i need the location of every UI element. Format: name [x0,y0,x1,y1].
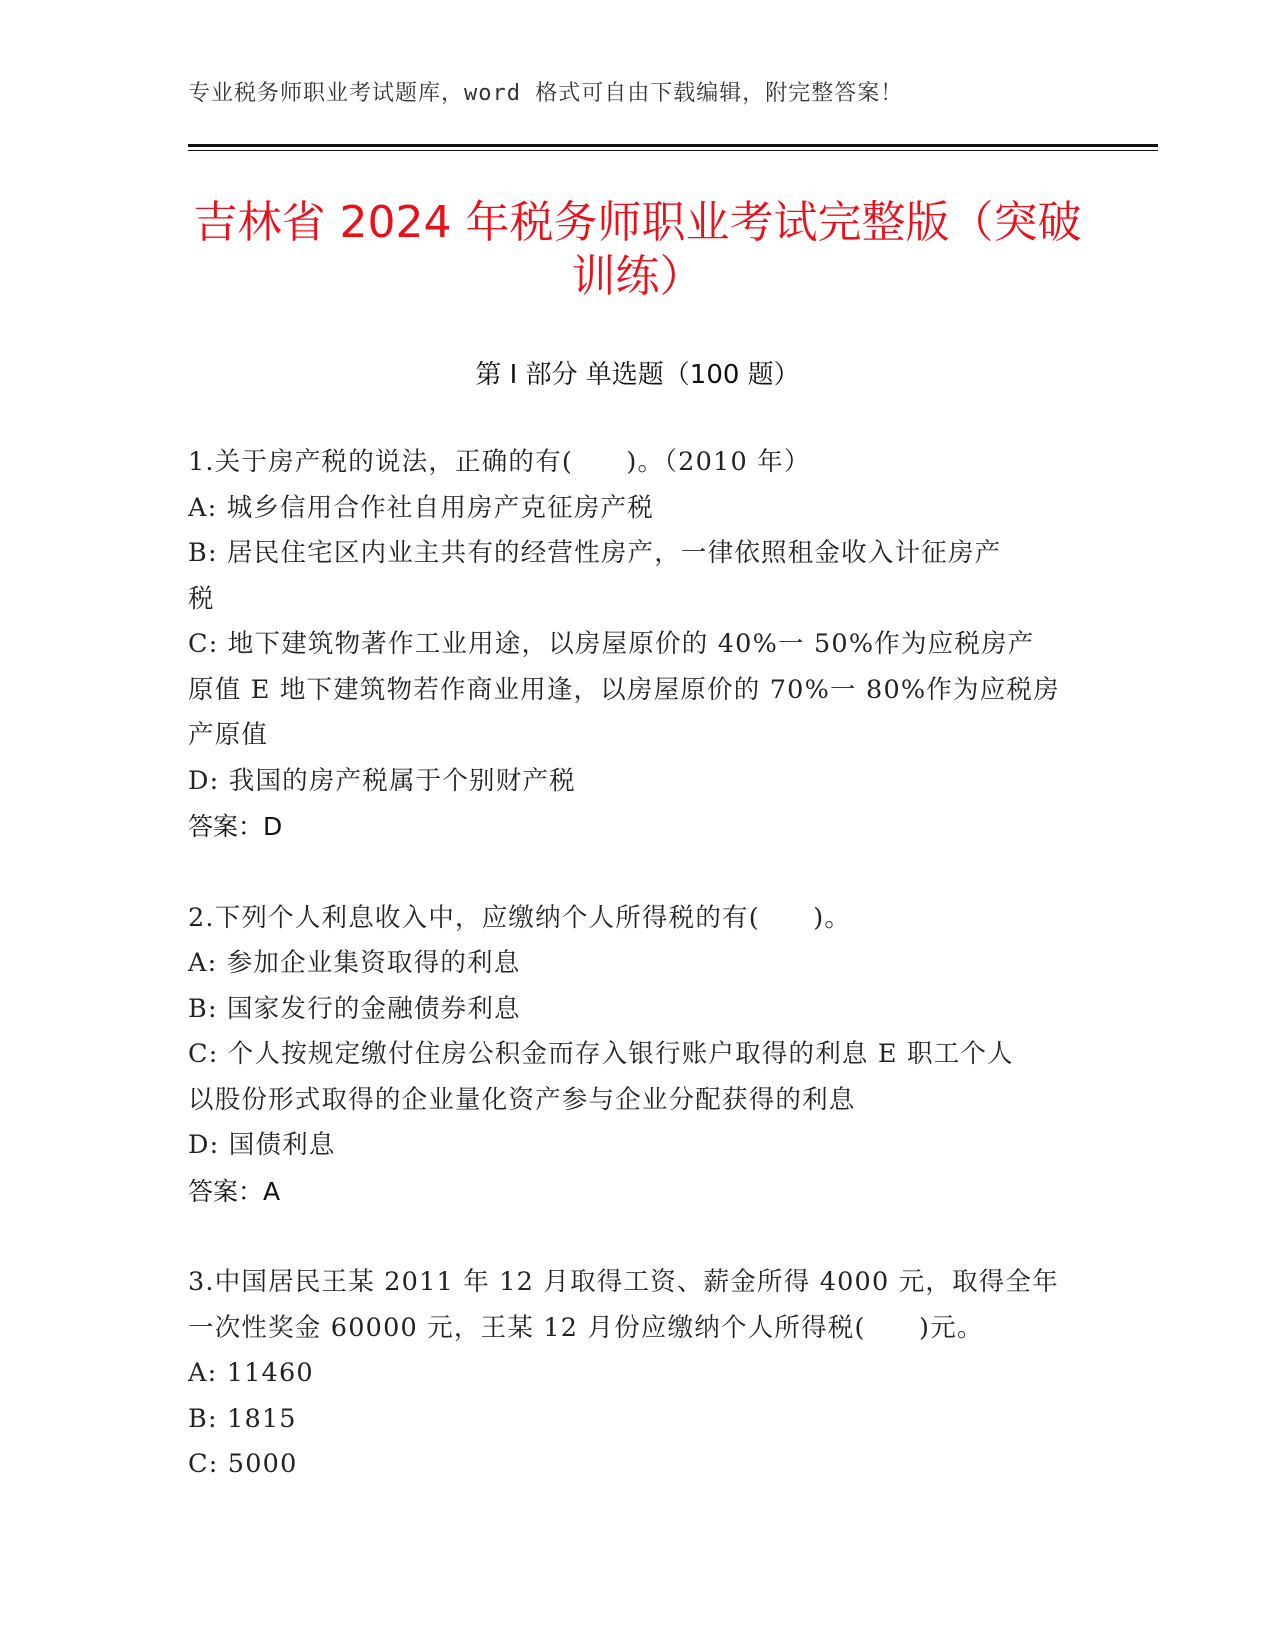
question-1 [188,440,1078,850]
question-3 [188,1260,1078,1488]
question-2-option-c: C: 个人按规定缴付住房公积金而存入银行账户取得的利息 E 职工个人 [188,1039,1014,1069]
question-1-option-b-cont: 税 [188,583,215,614]
header-rule-thick [188,144,1158,147]
question-3-option-b: B: 1815 [188,1403,297,1434]
question-3-stem-cont: 一次性奖金 60000 元，王某 12 月份应缴纳个人所得税( )元。 [188,1312,984,1343]
question-1-option-b: B: 居民住宅区内业主共有的经营性房产，一律依照租金收入计征房产 [188,538,1002,568]
question-1-stem: 1.关于房产税的说法，正确的有( )。（2010 年） [188,447,811,477]
question-2-answer: 答案：A [188,1176,281,1206]
header-note: 专业税务师职业考试题库，word 格式可自由下载编辑，附完整答案！ [188,81,904,106]
question-2-option-d: D: 国债利息 [188,1130,336,1160]
document-title [150,196,1125,304]
question-2-option-a: A: 参加企业集资取得的利息 [188,948,521,978]
question-list [188,440,1078,1534]
question-1-option-d: D: 我国的房产税属于个别财产税 [188,765,576,796]
question-1-option-c-cont: 产原值 [188,720,269,750]
question-1-option-c-cont: 原值 E 地下建筑物若作商业用逢，以房屋原价的 70%一 80%作为应税房 [188,674,1060,705]
section-heading: 第 I 部分 单选题（100 题） [475,360,800,390]
question-2 [188,896,1078,1215]
question-1-answer: 答案：D [188,812,283,841]
question-2-option-c-cont: 以股份形式取得的企业量化资产参与企业分配获得的利息 [188,1084,856,1115]
document-title-line-2: 训练） [571,251,704,302]
question-2-stem: 2.下列个人利息收入中，应缴纳个人所得税的有( )。 [188,902,852,933]
question-1-option-a: A: 城乡信用合作社自用房产克征房产税 [188,492,654,523]
header-rule-thin [188,150,1158,151]
question-2-option-b: B: 国家发行的金融债券利息 [188,993,521,1024]
question-1-option-c: C: 地下建筑物著作工业用途，以房屋原价的 40%一 50%作为应税房产 [188,629,1035,659]
question-3-option-a: A: 11460 [188,1358,314,1388]
question-3-stem: 3.中国居民王某 2011 年 12 月取得工资、薪金所得 4000 元，取得全年 [188,1267,1059,1297]
question-3-option-c: C: 5000 [188,1449,298,1479]
document-title-line-1: 吉林省 2024 年税务师职业考试完整版（突破 [193,197,1082,248]
